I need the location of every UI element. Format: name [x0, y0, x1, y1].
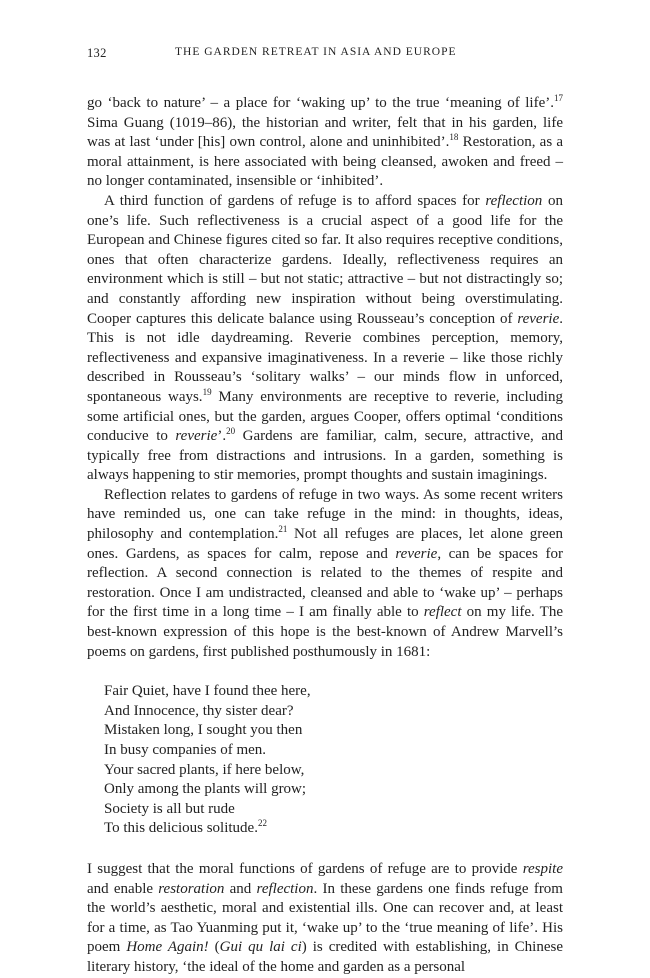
text-run: I suggest that the moral functions of gardens of refuge are to provide: [87, 860, 523, 877]
paragraph-2: [87, 192, 563, 486]
italic-text: Home Again!: [126, 939, 209, 956]
italic-text: restoration: [158, 880, 225, 897]
verse-line: Society is all but rude: [104, 800, 235, 817]
body-text: [87, 94, 563, 978]
text-run: ’.: [217, 428, 227, 445]
paragraph-1: [87, 94, 563, 192]
footnote-ref: 18: [449, 132, 459, 143]
footnote-ref: 17: [554, 93, 563, 103]
text-run: on one’s life. Such reflectiveness is a crucial aspect of a good life for the European and Chinese figures cited so far. It also requires receptive conditions, ones that often characterize gardens. Ideally, reflectiveness requires an environment which is still – but not static; attractive – but not distractingly so; and constantly affording new inspiration without being overstimulating. Cooper captures this delicate balance using Rousseau’s conception of: [87, 192, 563, 327]
text-run: Gardens are familiar, calm, secure, attractive, and typically free from distractions and intrusions. In a garden, something is always happening to stir memories, prompt thoughts and sustain imaginings.: [87, 428, 563, 484]
verse-line: Only among the plants will grow;: [104, 781, 307, 798]
italic-text: reverie: [395, 545, 438, 562]
verse-block: [104, 682, 563, 839]
text-run: Restoration, as a moral attainment, is here associated with being cleansed, awoken and freed – no longer contaminated, insensible or ‘inhibited’.: [87, 134, 563, 190]
italic-text: Gui qu lai ci: [219, 939, 302, 956]
text-run: and: [224, 880, 257, 897]
closing-paragraph: [87, 860, 563, 978]
italic-text: reflect: [423, 604, 462, 621]
verse-line: Fair Quiet, have I found thee here,: [104, 683, 311, 700]
verse-line: Mistaken long, I sought you then: [104, 722, 303, 739]
verse-line: Your sacred plants, if here below,: [104, 761, 305, 778]
text-run: Reflection relates to gardens of refuge in two ways. As some recent writers have reminded us, one can take refuge in the mind: in thoughts, ideas, philosophy and contemplation.: [87, 486, 563, 543]
text-run: . This is not idle daydreaming. Reverie combines perception, memory, reflectiveness and expansive imaginativeness. In a reverie – like those richly described in Rousseau’s ‘solitary walks’ – our minds flow in unforced, spontaneous ways.: [87, 310, 563, 405]
verse-line: In busy companies of men.: [104, 742, 267, 758]
paragraph-3: [87, 486, 563, 662]
text-run: go ‘back to nature’ – a place for ‘waking up’ to the true ‘meaning of life’.: [87, 95, 554, 111]
text-run: Sima Guang (1019–86), the historian and writer, felt that in his garden, life was at last ‘under [his] own control, alone and uninhibited’.: [87, 114, 563, 151]
footnote-ref: 21: [278, 524, 288, 535]
italic-text: reverie: [175, 428, 218, 445]
text-run: (: [208, 939, 220, 956]
text-run: A third function of gardens of refuge is to afford spaces for: [104, 192, 486, 209]
verse-line-text: To this delicious solitude.: [104, 820, 258, 837]
text-run: Not all refuges are places, let alone green ones. Gardens, as spaces for calm, repose and: [87, 526, 564, 562]
italic-text: reflection: [485, 192, 543, 209]
italic-text: reverie: [517, 310, 560, 327]
text-run: ) is credited with establishing, in Chinese literary history, ‘the ideal of the home and garden as a personal: [87, 939, 563, 975]
page-number: 132: [87, 46, 107, 60]
italic-text: reflection: [256, 880, 314, 897]
footnote-ref: 22: [257, 818, 267, 829]
verse-line-last: [104, 819, 563, 839]
verse-line: And Innocence, thy sister dear?: [104, 702, 294, 719]
text-run: and enable: [87, 880, 159, 897]
text-run: , can be spaces for reflection. A second connection is related to the themes of respite and restoration. Once I am undistracted, cleansed and able to ‘wake up’ – perhaps for the first time in a long time – I am finally able to: [87, 545, 563, 621]
text-run: Many environments are receptive to reverie, including some artificial ones, but the garden, argues Cooper, offers optimal ‘conditions conducive to: [87, 388, 563, 445]
italic-text: respite: [522, 860, 563, 877]
text-run: . In these gardens one finds refuge from the world’s aesthetic, moral and existential ills. One can recover and, at least for a time, as Tao Yuanming put it, ‘wake up’ to the ‘true meaning of life’. His poem: [87, 880, 563, 956]
footnote-ref: 19: [202, 386, 212, 397]
footnote-ref: 20: [226, 426, 236, 437]
text-run: on my life. The best-known expression of this hope is the best-known of Andrew Marvell’s poems on gardens, first published posthumously in 1681:: [87, 604, 563, 660]
running-head-title: THE GARDEN RETREAT IN ASIA AND EUROPE: [175, 46, 457, 58]
